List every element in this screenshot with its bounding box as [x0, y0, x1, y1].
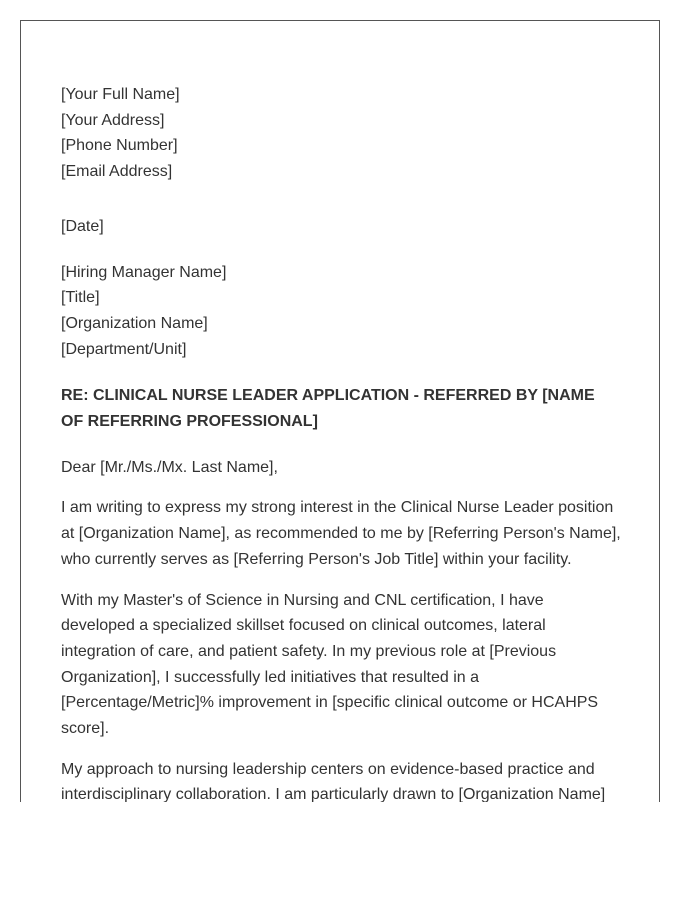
subject-line [61, 383, 626, 434]
paragraph-line: developed a specialized skillset focused on clinical outcomes, lateral [61, 617, 546, 635]
sender-block [61, 82, 626, 185]
salutation-text: Dear [Mr./Ms./Mx. Last Name], [61, 458, 278, 476]
paragraph-line: score]. [61, 720, 110, 738]
letter-body [61, 82, 626, 802]
recipient-name: [Hiring Manager Name] [61, 263, 227, 281]
paragraph-line: [Percentage/Metric]% improvement in [specific clinical outcome or HCAHPS [61, 694, 599, 712]
recipient-block [61, 260, 626, 363]
letter-date: [Date] [61, 217, 104, 235]
paragraph-3 [61, 757, 626, 802]
paragraph-line: With my Master's of Science in Nursing and CNL certification, I have [61, 591, 544, 609]
letter-page [20, 20, 660, 802]
paragraph-line: Organization], I successfully led initiatives that resulted in a [61, 668, 479, 686]
paragraph-line: interdisciplinary collaboration. I am particularly drawn to [Organization Name] [61, 786, 606, 802]
recipient-title: [Title] [61, 289, 100, 307]
paragraph-line: who currently serves as [Referring Person's Job Title] within your facility. [61, 550, 572, 568]
paragraph-line: I am writing to express my strong interest in the Clinical Nurse Leader position [61, 499, 614, 517]
sender-phone: [Phone Number] [61, 137, 178, 155]
subject-line-2: OF REFERRING PROFESSIONAL] [61, 413, 318, 431]
sender-name: [Your Full Name] [61, 86, 180, 103]
paragraph-line: My approach to nursing leadership centers on evidence-based practice and [61, 760, 595, 778]
paragraph-line: at [Organization Name], as recommended to me by [Referring Person's Name], [61, 525, 621, 543]
salutation [61, 455, 626, 481]
paragraph-2 [61, 588, 626, 742]
date-block [61, 214, 626, 240]
paragraph-line: integration of care, and patient safety. In my previous role at [Previous [61, 642, 557, 660]
paragraph-1 [61, 495, 626, 572]
recipient-department: [Department/Unit] [61, 340, 187, 358]
sender-address: [Your Address] [61, 111, 165, 129]
recipient-organization: [Organization Name] [61, 314, 208, 332]
subject-line-1: RE: CLINICAL NURSE LEADER APPLICATION - REFERRED BY [NAME [61, 387, 595, 405]
sender-email: [Email Address] [61, 163, 173, 181]
